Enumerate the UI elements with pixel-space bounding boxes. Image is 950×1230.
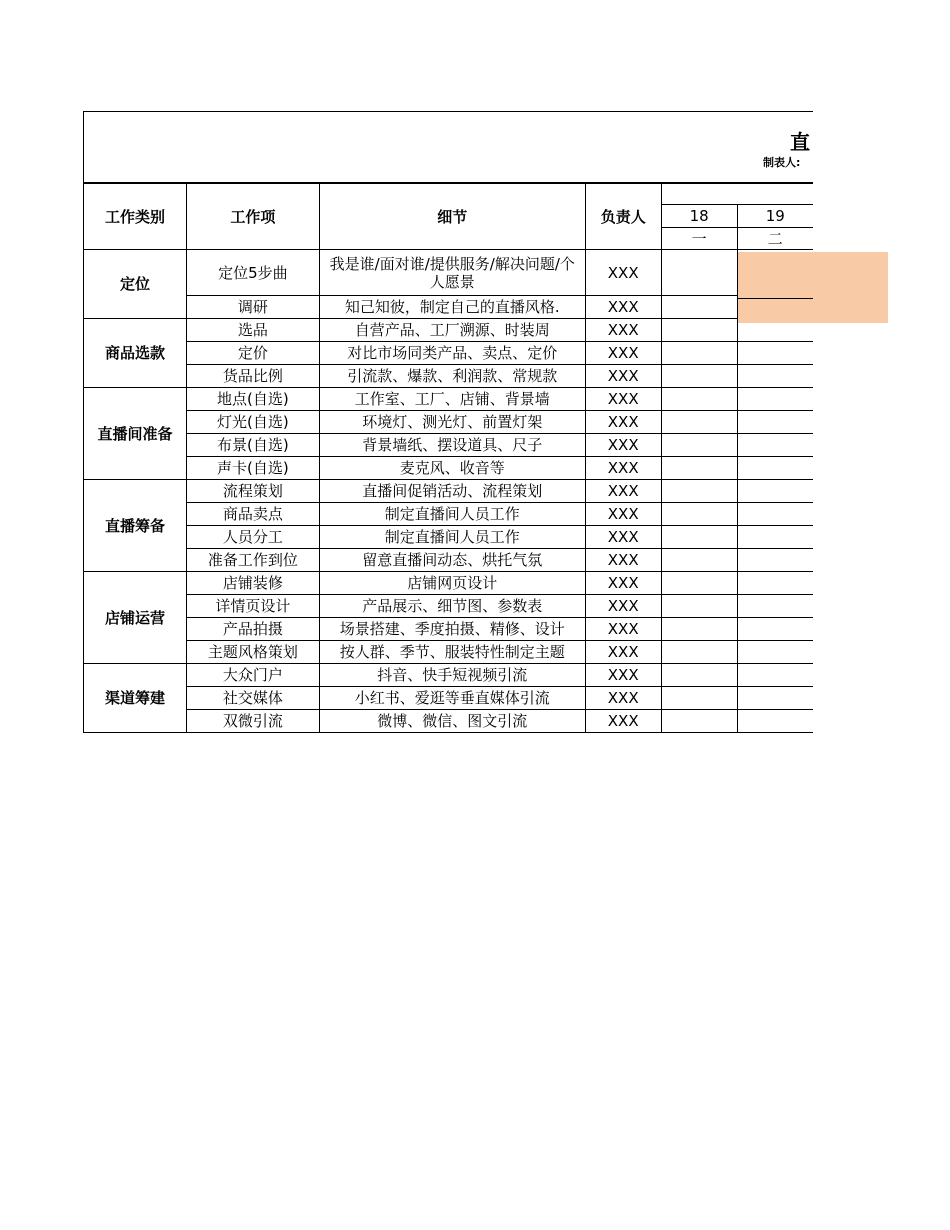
header-item: 工作项	[186, 184, 319, 250]
detail-cell: 场景搭建、季度拍摄、精修、设计	[319, 618, 585, 641]
detail-cell: 微博、微信、图文引流	[319, 710, 585, 733]
table-row	[84, 365, 814, 388]
table-row	[84, 388, 814, 411]
gantt-cell	[737, 687, 813, 710]
detail-cell: 我是谁/面对谁/提供服务/解决问题/个人愿景	[319, 250, 585, 296]
item-cell: 社交媒体	[186, 687, 319, 710]
detail-cell: 麦克风、收音等	[319, 457, 585, 480]
gantt-cell	[661, 342, 737, 365]
detail-cell: 制定直播间人员工作	[319, 503, 585, 526]
detail-cell: 产品展示、细节图、参数表	[319, 595, 585, 618]
header-category: 工作类别	[84, 184, 187, 250]
gantt-cell	[737, 549, 813, 572]
gantt-cell	[737, 664, 813, 687]
plan-table	[83, 183, 813, 733]
table-row	[84, 480, 814, 503]
detail-cell: 制定直播间人员工作	[319, 526, 585, 549]
table-row	[84, 319, 814, 342]
owner-cell: XXX	[585, 388, 661, 411]
header-owner: 负责人	[585, 184, 661, 250]
item-cell: 准备工作到位	[186, 549, 319, 572]
gantt-cell	[737, 503, 813, 526]
item-cell: 定价	[186, 342, 319, 365]
owner-cell: XXX	[585, 687, 661, 710]
date-band	[661, 184, 813, 205]
gantt-cell	[737, 434, 813, 457]
header-row-1	[84, 184, 814, 205]
owner-cell: XXX	[585, 503, 661, 526]
category-cell: 店铺运营	[84, 572, 187, 664]
gantt-cell	[661, 641, 737, 664]
category-cell: 定位	[84, 250, 187, 319]
gantt-highlight-divider	[738, 298, 813, 299]
table-row	[84, 342, 814, 365]
day-date: 19	[737, 205, 813, 228]
owner-cell: XXX	[585, 296, 661, 319]
gantt-cell	[737, 618, 813, 641]
table-row	[84, 250, 814, 296]
gantt-cell	[737, 457, 813, 480]
owner-cell: XXX	[585, 250, 661, 296]
detail-cell: 按人群、季节、服装特性制定主题	[319, 641, 585, 664]
owner-cell: XXX	[585, 434, 661, 457]
sheet-title: 直	[790, 130, 810, 154]
owner-cell: XXX	[585, 641, 661, 664]
gantt-cell	[737, 365, 813, 388]
gantt-cell	[661, 250, 737, 296]
owner-cell: XXX	[585, 480, 661, 503]
gantt-cell	[737, 641, 813, 664]
table-row	[84, 641, 814, 664]
category-cell: 直播间准备	[84, 388, 187, 480]
header-detail: 细节	[319, 184, 585, 250]
category-cell: 直播筹备	[84, 480, 187, 572]
detail-cell: 背景墙纸、摆设道具、尺子	[319, 434, 585, 457]
gantt-cell	[661, 480, 737, 503]
owner-cell: XXX	[585, 618, 661, 641]
title-band	[83, 111, 813, 183]
item-cell: 双微引流	[186, 710, 319, 733]
table-row	[84, 434, 814, 457]
detail-cell: 环境灯、测光灯、前置灯架	[319, 411, 585, 434]
spreadsheet	[83, 111, 813, 733]
maker-label: 制表人:	[763, 156, 801, 169]
item-cell: 布景(自选)	[186, 434, 319, 457]
item-cell: 商品卖点	[186, 503, 319, 526]
detail-cell: 自营产品、工厂溯源、时装周	[319, 319, 585, 342]
item-cell: 流程策划	[186, 480, 319, 503]
day-weekday: 二	[737, 228, 813, 250]
item-cell: 选品	[186, 319, 319, 342]
item-cell: 产品拍摄	[186, 618, 319, 641]
item-cell: 大众门户	[186, 664, 319, 687]
gantt-cell	[661, 687, 737, 710]
gantt-cell	[661, 664, 737, 687]
gantt-cell	[661, 319, 737, 342]
item-cell: 灯光(自选)	[186, 411, 319, 434]
gantt-cell	[737, 572, 813, 595]
gantt-highlight-bar	[738, 252, 888, 323]
owner-cell: XXX	[585, 549, 661, 572]
item-cell: 声卡(自选)	[186, 457, 319, 480]
table-row	[84, 549, 814, 572]
owner-cell: XXX	[585, 526, 661, 549]
gantt-cell	[661, 526, 737, 549]
detail-cell: 工作室、工厂、店铺、背景墙	[319, 388, 585, 411]
category-cell: 渠道筹建	[84, 664, 187, 733]
item-cell: 货品比例	[186, 365, 319, 388]
gantt-cell	[661, 365, 737, 388]
gantt-cell	[661, 595, 737, 618]
owner-cell: XXX	[585, 664, 661, 687]
table-row	[84, 296, 814, 319]
gantt-cell	[661, 618, 737, 641]
gantt-cell	[737, 595, 813, 618]
gantt-cell	[737, 388, 813, 411]
table-row	[84, 664, 814, 687]
item-cell: 主题风格策划	[186, 641, 319, 664]
detail-cell: 引流款、爆款、利润款、常规款	[319, 365, 585, 388]
owner-cell: XXX	[585, 595, 661, 618]
table-row	[84, 618, 814, 641]
gantt-cell	[661, 710, 737, 733]
gantt-cell	[661, 549, 737, 572]
detail-cell: 知己知彼，制定自己的直播风格.	[319, 296, 585, 319]
owner-cell: XXX	[585, 411, 661, 434]
day-weekday: 一	[661, 228, 737, 250]
plan-body	[84, 250, 814, 733]
category-cell: 商品选款	[84, 319, 187, 388]
owner-cell: XXX	[585, 319, 661, 342]
owner-cell: XXX	[585, 710, 661, 733]
gantt-cell	[661, 411, 737, 434]
gantt-cell	[737, 411, 813, 434]
detail-cell: 留意直播间动态、烘托气氛	[319, 549, 585, 572]
item-cell: 调研	[186, 296, 319, 319]
item-cell: 人员分工	[186, 526, 319, 549]
table-row	[84, 595, 814, 618]
table-row	[84, 411, 814, 434]
gantt-cell	[737, 342, 813, 365]
item-cell: 店铺装修	[186, 572, 319, 595]
gantt-cell	[661, 388, 737, 411]
item-cell: 定位5步曲	[186, 250, 319, 296]
day-date: 18	[661, 205, 737, 228]
detail-cell: 对比市场同类产品、卖点、定价	[319, 342, 585, 365]
owner-cell: XXX	[585, 365, 661, 388]
gantt-cell	[737, 526, 813, 549]
gantt-cell	[661, 503, 737, 526]
table-row	[84, 503, 814, 526]
gantt-cell	[661, 434, 737, 457]
detail-cell: 直播间促销活动、流程策划	[319, 480, 585, 503]
item-cell: 详情页设计	[186, 595, 319, 618]
gantt-cell	[661, 457, 737, 480]
owner-cell: XXX	[585, 342, 661, 365]
detail-cell: 店铺网页设计	[319, 572, 585, 595]
gantt-cell	[661, 296, 737, 319]
table-row	[84, 687, 814, 710]
gantt-cell	[737, 480, 813, 503]
gantt-cell	[737, 710, 813, 733]
detail-cell: 抖音、快手短视频引流	[319, 664, 585, 687]
table-row	[84, 457, 814, 480]
table-row	[84, 526, 814, 549]
owner-cell: XXX	[585, 572, 661, 595]
owner-cell: XXX	[585, 457, 661, 480]
gantt-cell	[661, 572, 737, 595]
table-row	[84, 572, 814, 595]
item-cell: 地点(自选)	[186, 388, 319, 411]
detail-cell: 小红书、爱逛等垂直媒体引流	[319, 687, 585, 710]
table-row	[84, 710, 814, 733]
